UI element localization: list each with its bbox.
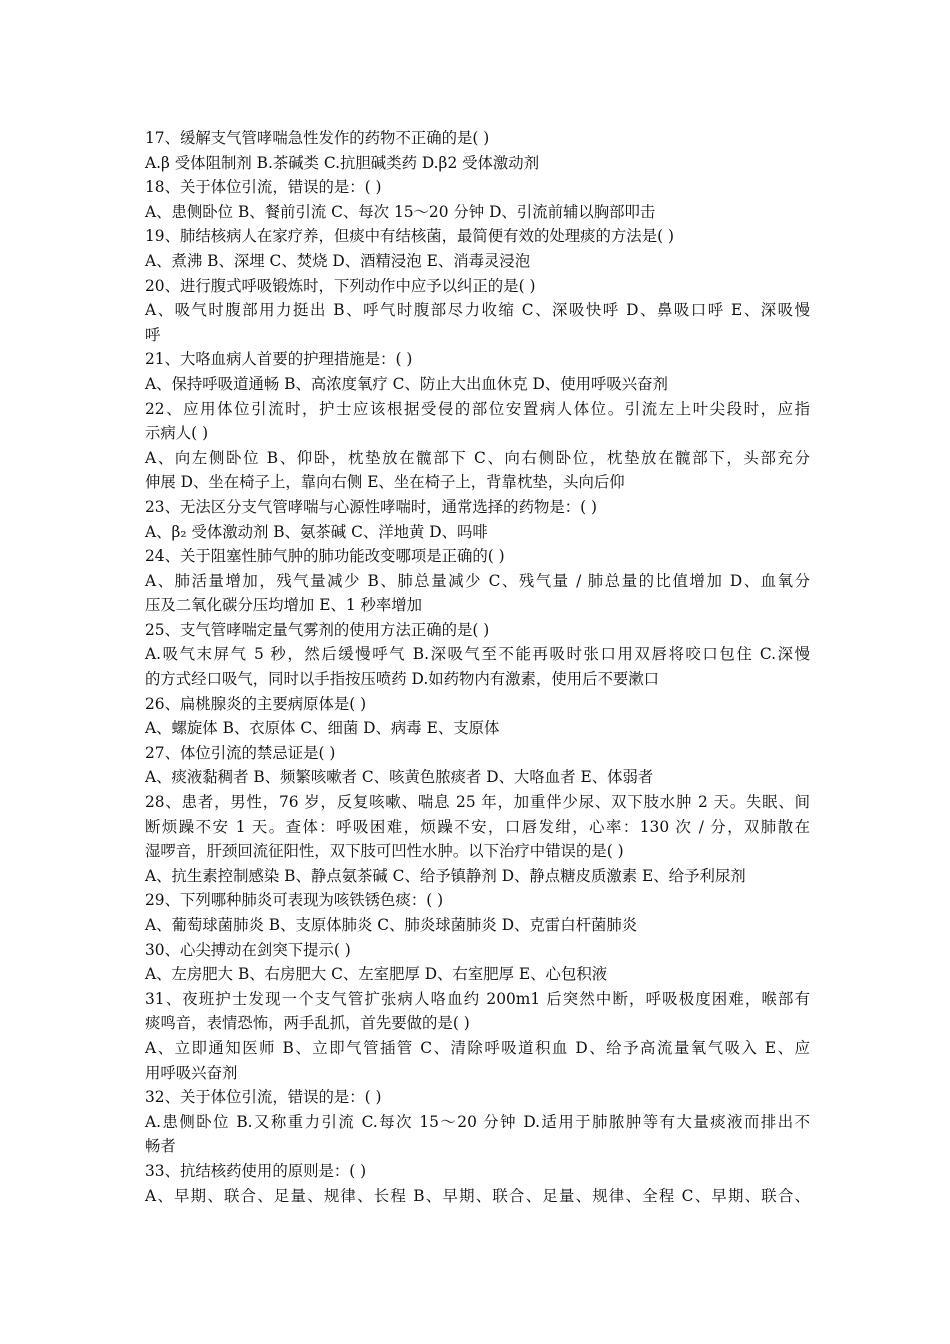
text-line: 33、抗结核药使用的原则是：( ) bbox=[145, 1161, 367, 1180]
text-line: A、肺活量增加，残气量减少 B、肺总量减少 C、残气量 / 肺总量的比值增加 D、血氧分 bbox=[145, 571, 810, 590]
text-line: A、煮沸 B、深埋 C、焚烧 D、酒精浸泡 E、消毒灵浸泡 bbox=[145, 251, 531, 270]
text-line: 示病人( ) bbox=[145, 424, 209, 443]
text-line: 25、支气管哮喘定量气雾剂的使用方法正确的是( ) bbox=[145, 620, 490, 639]
text-line: A、吸气时腹部用力挺出 B、呼气时腹部尽力收缩 C、深吸快呼 D、鼻吸口呼 E、深吸慢 bbox=[145, 301, 810, 320]
text-line: A.吸气末屏气 5 秒，然后缓慢呼气 B.深吸气至不能再吸时张口用双唇将咬口包住 C.深慢 bbox=[145, 645, 810, 664]
text-line: A.患侧卧位 B.又称重力引流 C.每次 15～20 分钟 D.适用于肺脓肿等有大量痰液而排出不 bbox=[145, 1112, 810, 1131]
text-line: A、向左侧卧位 B、仰卧，枕垫放在髋部下 C、向右侧卧位，枕垫放在髋部下，头部充分 bbox=[145, 448, 810, 467]
text-line: 17、缓解支气管哮喘急性发作的药物不正确的是( ) bbox=[145, 129, 490, 147]
text-line: 26、扁桃腺炎的主要病原体是( ) bbox=[145, 694, 367, 713]
text-line: 27、体位引流的禁忌证是( ) bbox=[145, 743, 336, 762]
text-line: 30、心尖搏动在剑突下提示( ) bbox=[145, 940, 351, 959]
text-line: 32、关于体位引流，错误的是：( ) bbox=[145, 1088, 382, 1107]
text-line: 28、患者，男性，76 岁，反复咳嗽、喘息 25 年，加重伴少尿、双下肢水肿 2 天。失眠、间 bbox=[145, 793, 810, 812]
text-line: 19、肺结核病人在家疗养，但痰中有结核菌，最简便有效的处理痰的方法是( ) bbox=[145, 227, 674, 246]
text-line: A、痰液黏稠者 B、频繁咳嗽者 C、咳黄色脓痰者 D、大咯血者 E、体弱者 bbox=[145, 768, 654, 787]
text-line: 的方式经口吸气，同时以手指按压喷药 D.如药物内有激素，使用后不要漱口 bbox=[145, 670, 660, 689]
text-line: 20、进行腹式呼吸锻炼时，下列动作中应予以纠正的是( ) bbox=[145, 276, 536, 295]
text-line: 痰鸣音，表情恐怖，两手乱抓，首先要做的是( ) bbox=[145, 1014, 470, 1033]
text-line: 畅者 bbox=[145, 1137, 176, 1156]
text-line: 24、关于阻塞性肺气肿的肺功能改变哪项是正确的( ) bbox=[145, 547, 505, 566]
text-line: A、左房肥大 B、右房肥大 C、左室肥厚 D、右室肥厚 E、心包积液 bbox=[145, 965, 608, 984]
question-list bbox=[145, 126, 810, 1208]
text-line: A、患侧卧位 B、餐前引流 C、每次 15～20 分钟 D、引流前辅以胸部叩击 bbox=[145, 202, 656, 221]
text-line: 21、大咯血病人首要的护理措施是：( ) bbox=[145, 350, 413, 369]
text-line: A、β₂ 受体激动剂 B、氨茶碱 C、洋地黄 D、吗啡 bbox=[145, 522, 488, 541]
text-line: 呼 bbox=[145, 325, 161, 344]
text-line: A.β 受体阻制剂 B.茶碱类 C.抗胆碱类药 D.β2 受体激动剂 bbox=[145, 153, 540, 172]
text-line: 18、关于体位引流，错误的是：( ) bbox=[145, 178, 382, 197]
text-line: 伸展 D、坐在椅子上，靠向右侧 E、坐在椅子上，背靠枕垫，头向后仰 bbox=[145, 473, 625, 492]
text-line: A、抗生素控制感染 B、静点氨茶碱 C、给予镇静剂 D、静点糖皮质激素 E、给予利尿剂 bbox=[145, 866, 746, 885]
text-line: 用呼吸兴奋剂 bbox=[145, 1063, 238, 1082]
text-line: 29、下列哪种肺炎可表现为咳铁锈色痰：( ) bbox=[145, 891, 444, 910]
text-line: 断烦躁不安 1 天。查体：呼吸困难，烦躁不安，口唇发绀，心率：130 次 / 分，双肺散在 bbox=[145, 817, 810, 836]
text-line: A、立即通知医师 B、立即气管插管 C、清除呼吸道积血 D、给予高流量氧气吸入 E、应 bbox=[145, 1038, 810, 1057]
text-line: A、葡萄球菌肺炎 B、支原体肺炎 C、肺炎球菌肺炎 D、克雷白杆菌肺炎 bbox=[145, 916, 638, 934]
text-line: 压及二氧化碳分压均增加 E、1 秒率增加 bbox=[145, 596, 423, 615]
text-line: A、早期、联合、足量、规律、长程 B、早期、联合、足量、规律、全程 C、早期、联合、 bbox=[145, 1186, 810, 1205]
text-line: 23、无法区分支气管哮喘与心源性哮喘时，通常选择的药物是：( ) bbox=[145, 497, 598, 516]
text-line: A、螺旋体 B、衣原体 C、细菌 D、病毒 E、支原体 bbox=[145, 719, 500, 738]
text-line: 31、夜班护士发现一个支气管扩张病人咯血约 200m1 后突然中断，呼吸极度困难，喉部有 bbox=[145, 989, 810, 1008]
text-line: 湿啰音，肝颈回流征阳性，双下肢可凹性水肿。以下治疗中错误的是( ) bbox=[145, 842, 624, 861]
text-line: 22、应用体位引流时，护士应该根据受侵的部位安置病人体位。引流左上叶尖段时，应指 bbox=[145, 399, 810, 418]
text-line: A、保持呼吸道通畅 B、高浓度氧疗 C、防止大出血休克 D、使用呼吸兴奋剂 bbox=[145, 374, 668, 393]
